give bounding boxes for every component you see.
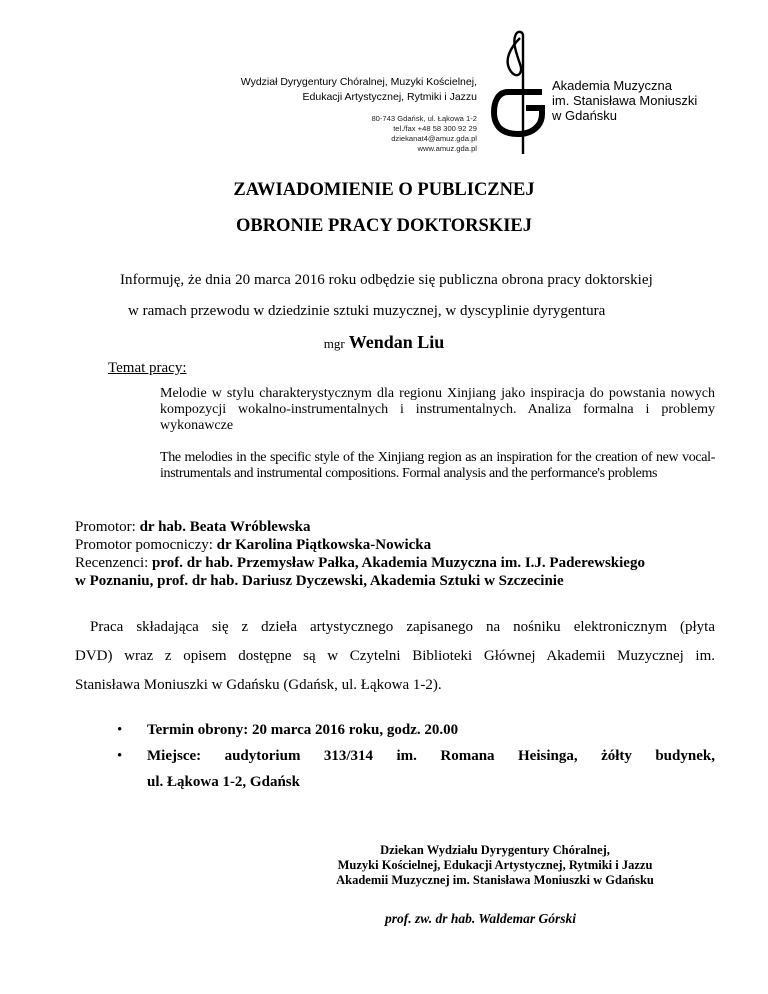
- defense-place-line-2: ul. Łąkowa 1-2, Gdańsk: [147, 774, 300, 790]
- place-word: 313/314: [323, 748, 374, 764]
- academy-line-1: Akademia Muzyczna: [552, 78, 672, 93]
- place-word: im.: [396, 748, 417, 764]
- website-text: www.amuz.gda.pl: [417, 144, 477, 153]
- faculty-line-1: Wydział Dyrygentury Chóralnej, Muzyki Kościelnej,: [240, 76, 477, 88]
- availability-line-3: Stanisława Moniuszki w Gdańsku (Gdańsk, ul. Łąkowa 1-2).: [75, 677, 442, 693]
- dean-line-3: Akademii Muzycznej im. Stanisława Moniuszki w Gdańsku: [336, 873, 654, 887]
- faculty-name: [200, 75, 477, 105]
- bullet-icon: •: [117, 748, 123, 764]
- academy-line-2: im. Stanisława Moniuszki: [552, 93, 698, 108]
- reviewers-line-2: w Poznaniu, prof. dr hab. Dariusz Dyczewski, Akademia Sztuki w Szczecinie: [75, 573, 564, 589]
- topic-polish: Melodie w stylu charakterystycznym dla regionu Xinjiang jako inspiracja do powstania nowych kompozycji wokalno-instrumentalnych i instrumentalnych. Analiza formalna i problemy wykonawcze: [160, 386, 715, 433]
- place-word: audytorium: [224, 748, 301, 764]
- treble-clef-g-logo-icon: [490, 30, 546, 156]
- defense-place: [147, 748, 715, 765]
- email-text: dziekanat4@amuz.gda.pl: [391, 134, 477, 143]
- dean-title-block: [300, 843, 690, 888]
- place-word: żółty: [601, 748, 632, 764]
- address-text: 80-743 Gdańsk, ul. Łąkowa 1-2: [371, 114, 477, 123]
- co-promotor-name: dr Karolina Piątkowska-Nowicka: [216, 537, 432, 553]
- co-promotor-label: Promotor pomocniczy:: [75, 537, 213, 553]
- dean-signature-name: prof. zw. dr hab. Waldemar Górski: [385, 911, 577, 926]
- defense-term: Termin obrony: 20 marca 2016 roku, godz. 20.00: [147, 722, 459, 738]
- dean-line-2: Muzyki Kościelnej, Edukacji Artystycznej, Rytmiki i Jazzu: [337, 858, 653, 872]
- candidate-prefix: mgr: [323, 336, 345, 351]
- reviewers-row: [75, 555, 645, 572]
- topic-english: The melodies in the specific style of the Xinjiang region as an inspiration for the creation of new vocal-instrumentals and instrumental compositions. Formal analysis and the performance's problems: [160, 450, 715, 481]
- academy-name: [552, 78, 697, 123]
- faculty-line-2: Edukacji Artystycznej, Rytmiki i Jazzu: [302, 91, 477, 103]
- title-line-2: OBRONIE PRACY DOKTORSKIEJ: [235, 216, 533, 236]
- reviewers-label: Recenzenci:: [75, 555, 149, 571]
- academy-line-3: w Gdańsku: [552, 108, 618, 123]
- place-word: budynek,: [655, 748, 715, 764]
- contact-block: [300, 114, 477, 154]
- place-word: Heisinga,: [518, 748, 578, 764]
- promotor-row: [75, 519, 310, 536]
- candidate: [0, 332, 768, 353]
- availability-line-2: DVD) wraz z opisem dostępne są w Czytelni Biblioteki Głównej Akademii Muzycznej im.: [75, 648, 715, 664]
- title-line-1: ZAWIADOMIENIE O PUBLICZNEJ: [233, 180, 535, 200]
- phone-text: tel./fax +48 58 300 92 29: [393, 124, 477, 133]
- place-word: Romana: [440, 748, 495, 764]
- promotor-name: dr hab. Beata Wróblewska: [139, 519, 311, 535]
- promotor-label: Promotor:: [75, 519, 136, 535]
- topic-label: Temat pracy:: [108, 360, 187, 376]
- bullet-icon: •: [117, 722, 123, 738]
- dean-line-1: Dziekan Wydziału Dyrygentury Chóralnej,: [380, 843, 610, 857]
- reviewers-line-1: prof. dr hab. Przemysław Pałka, Akademia Muzyczna im. I.J. Paderewskiego: [152, 555, 645, 571]
- place-word: Miejsce:: [147, 748, 202, 764]
- availability-line-1: Praca składająca się z dzieła artystycznego zapisanego na nośniku elektronicznym (płyta: [90, 619, 715, 635]
- candidate-name: Wendan Liu: [348, 332, 445, 352]
- intro-line-2: w ramach przewodu w dziedzinie sztuki muzycznej, w dyscyplinie dyrygentura: [128, 303, 606, 319]
- intro-line-1: Informuję, że dnia 20 marca 2016 roku odbędzie się publiczna obrona pracy doktorskiej: [120, 272, 653, 288]
- co-promotor-row: [75, 537, 431, 554]
